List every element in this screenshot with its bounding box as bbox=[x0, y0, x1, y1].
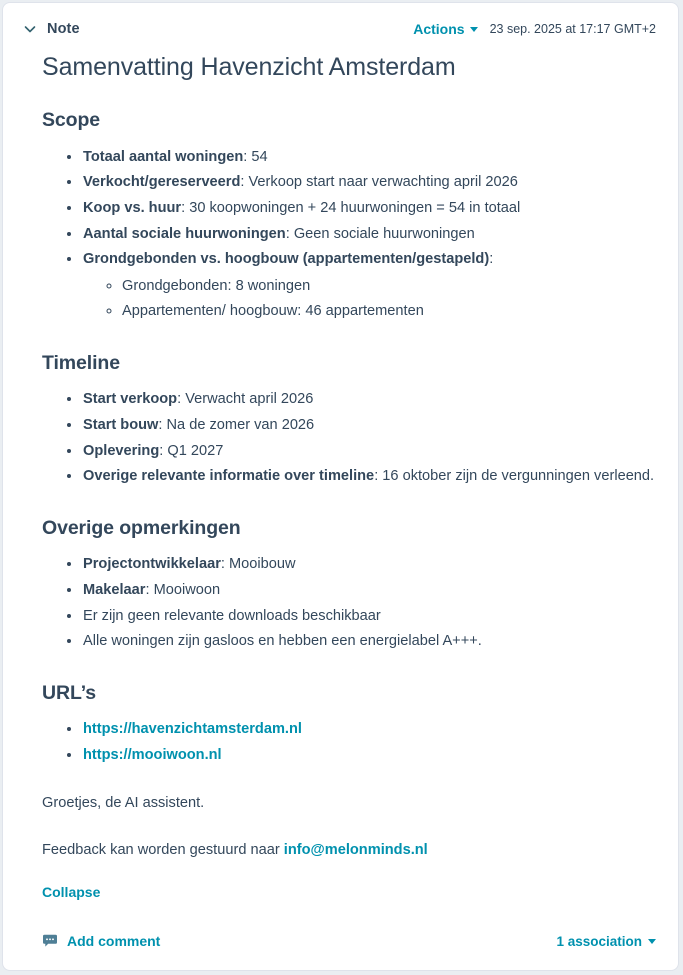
actions-label: Actions bbox=[413, 21, 465, 37]
url-link-mooiwoon[interactable]: https://mooiwoon.nl bbox=[83, 746, 222, 763]
feedback-text bbox=[42, 839, 656, 862]
list-item-value: : Verwacht april 2026 bbox=[177, 391, 314, 408]
list-item-label: Start verkoop bbox=[83, 391, 178, 408]
scope-list bbox=[42, 146, 656, 324]
timeline-list bbox=[42, 388, 656, 489]
list-item-value: : Mooibouw bbox=[220, 556, 296, 573]
note-body bbox=[3, 38, 678, 912]
list-item-label: Oplevering bbox=[83, 442, 160, 459]
list-item bbox=[82, 630, 656, 654]
scope-sublist bbox=[83, 275, 656, 324]
list-item-label: Grondgebonden vs. hoogbouw (appartementen/gestapeld) bbox=[83, 251, 490, 268]
association-dropdown[interactable] bbox=[556, 934, 656, 949]
list-item-value: : Geen sociale huurwoningen bbox=[285, 225, 475, 242]
list-item-value: : bbox=[489, 251, 494, 268]
overige-opmerkingen-list bbox=[42, 553, 656, 654]
list-item: ◦ Appartementen/ hoogbouw: 46 appartementen bbox=[122, 300, 656, 324]
signoff-text: Groetjes, de AI assistent. bbox=[42, 794, 205, 811]
list-item-label: Totaal aantal woningen bbox=[83, 148, 244, 165]
note-footer bbox=[3, 912, 678, 970]
list-item-label: Verkocht/gereserveerd bbox=[83, 174, 241, 191]
feedback-email-link[interactable]: info@melonminds.nl bbox=[283, 841, 428, 858]
urls-list bbox=[42, 718, 656, 767]
caret-down-icon bbox=[648, 939, 656, 944]
association-label: 1 association bbox=[556, 933, 642, 949]
note-header bbox=[3, 3, 678, 38]
list-item-value: : 16 oktober zijn de vergunningen verleend. bbox=[374, 468, 655, 485]
list-item-value: : 30 koopwoningen + 24 huurwoningen = 54 in totaal bbox=[181, 199, 521, 216]
list-item bbox=[82, 414, 656, 438]
collapse-link[interactable]: Collapse bbox=[42, 884, 101, 901]
list-item bbox=[82, 248, 656, 324]
list-item bbox=[82, 744, 656, 768]
page-title: Samenvatting Havenzicht Amsterdam bbox=[42, 53, 456, 81]
list-item bbox=[82, 197, 656, 221]
list-item-value: Er zijn geen relevante downloads beschikbaar bbox=[83, 607, 381, 624]
list-item bbox=[82, 146, 656, 170]
note-header-right bbox=[413, 21, 656, 37]
section-heading-urls: URL’s bbox=[42, 681, 97, 704]
list-item-label: Aantal sociale huurwoningen bbox=[83, 225, 286, 242]
list-item bbox=[82, 388, 656, 412]
list-item bbox=[82, 605, 656, 629]
list-item-value: : Verkoop start naar verwachting april 2026 bbox=[240, 174, 518, 191]
list-item bbox=[82, 718, 656, 742]
add-comment-label: Add comment bbox=[67, 933, 161, 949]
list-item-label: Start bouw bbox=[83, 417, 159, 434]
note-card bbox=[2, 2, 679, 971]
list-item-value: Alle woningen zijn gasloos en hebben een energielabel A+++. bbox=[83, 633, 482, 650]
list-item bbox=[82, 465, 656, 489]
section-heading-scope: Scope bbox=[42, 109, 101, 132]
list-item-label: Projectontwikkelaar bbox=[83, 556, 221, 573]
list-item: ◦ Grondgebonden: 8 woningen bbox=[122, 275, 656, 299]
list-item bbox=[82, 579, 656, 603]
list-item bbox=[82, 171, 656, 195]
list-item-label: Koop vs. huur bbox=[83, 199, 182, 216]
list-item-value: : Na de zomer van 2026 bbox=[158, 417, 315, 434]
list-item bbox=[82, 223, 656, 247]
list-item-value: : Mooiwoon bbox=[145, 581, 221, 598]
list-item bbox=[82, 440, 656, 464]
url-link-havenzichtamsterdam[interactable]: https://havenzichtamsterdam.nl bbox=[83, 721, 302, 738]
caret-down-icon bbox=[470, 27, 478, 32]
list-item-value: : 54 bbox=[243, 148, 268, 165]
actions-dropdown[interactable] bbox=[413, 21, 477, 37]
comment-bubble-icon bbox=[42, 934, 58, 948]
chevron-down-icon[interactable] bbox=[21, 20, 39, 38]
note-type-label: Note bbox=[47, 21, 80, 37]
list-item-label: Makelaar bbox=[83, 581, 146, 598]
add-comment-button[interactable] bbox=[42, 933, 160, 949]
section-heading-timeline: Timeline bbox=[42, 352, 120, 375]
list-item-value: : Q1 2027 bbox=[159, 442, 224, 459]
list-item bbox=[82, 553, 656, 577]
note-timestamp: 23 sep. 2025 at 17:17 GMT+2 bbox=[489, 22, 656, 36]
section-heading-overige-opmerkingen: Overige opmerkingen bbox=[42, 516, 241, 539]
list-item-label: Overige relevante informatie over timeline bbox=[83, 468, 375, 485]
feedback-prefix: Feedback kan worden gestuurd naar bbox=[42, 841, 284, 858]
